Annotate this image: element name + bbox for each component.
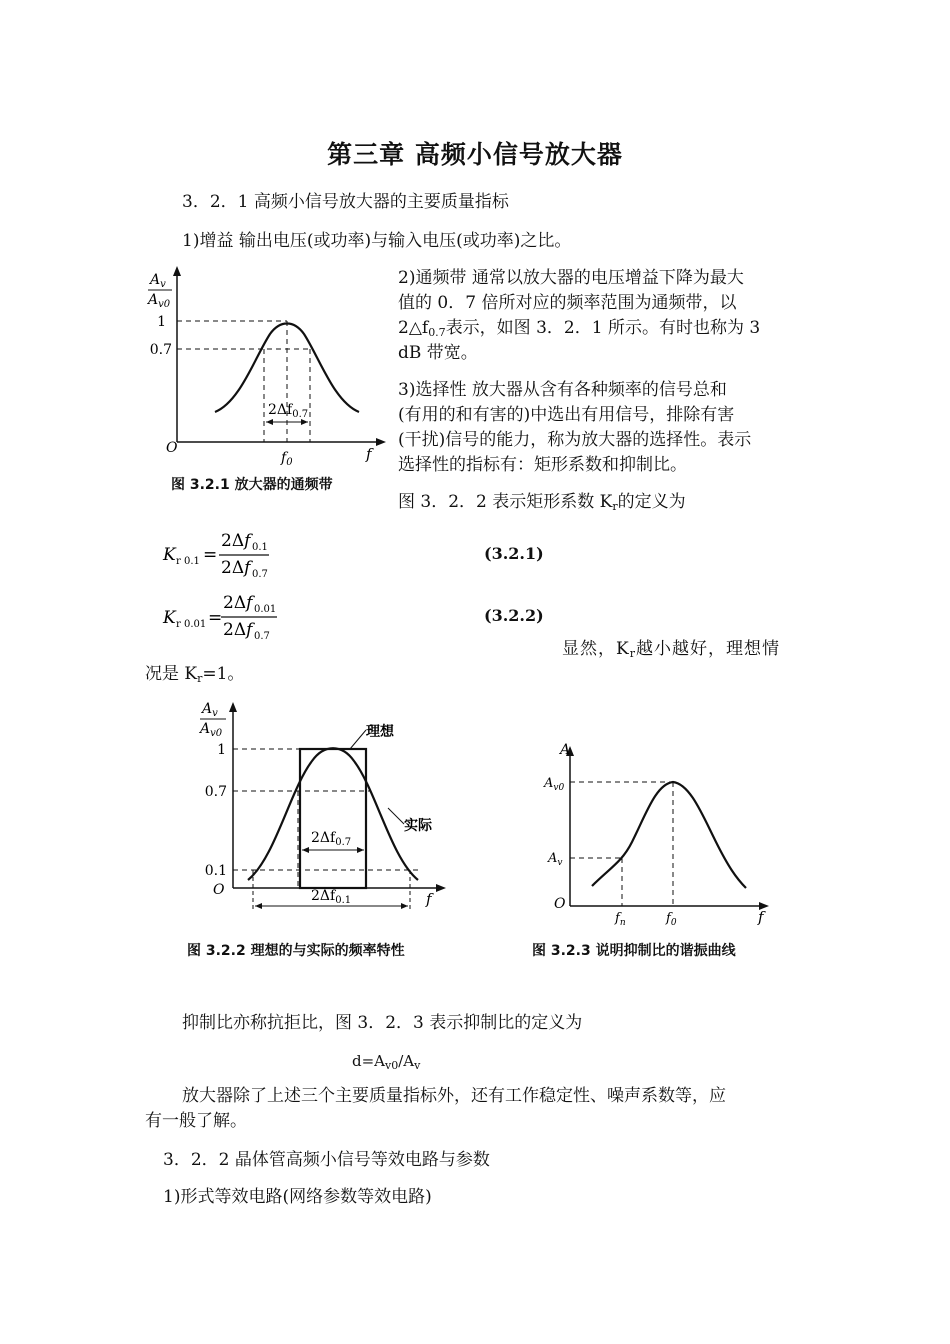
tick-1: 1 (157, 314, 166, 330)
rect-coefficient-definition: 图 3．2．2 表示矩形系数 $K_r$的定义为 (398, 492, 686, 513)
svg-text:0.7: 0.7 (252, 569, 268, 580)
svg-text:0.7: 0.7 (204, 784, 227, 800)
actual-curve (248, 748, 418, 880)
figure-321-caption: 图 3.2.1 放大器的通频带 (171, 477, 333, 493)
page-title: 第三章 高频小信号放大器 (327, 140, 623, 169)
svg-text:2Δf0.7: $2\Delta f_{0.7}$ (311, 830, 352, 848)
selectivity-line-2: (有用的和有害的)中选出有用信号，排除有害 (398, 405, 735, 425)
ideal-rectangle (300, 749, 366, 888)
bandwidth-line-1: 2)通频带 通常以放大器的电压增益下降为最大 (398, 268, 744, 288)
svg-text:O: O (554, 896, 566, 912)
equation-321 (155, 522, 295, 647)
selectivity-line-4: 选择性的指标有：矩形系数和抑制比。 (398, 455, 687, 475)
rejection-formula: $d=A_{v0}/A_v$ (352, 1052, 421, 1072)
svg-text:Av0: $A_{v0}$ (200, 721, 223, 739)
svg-text:A: A (560, 742, 571, 758)
figure-323-caption: 图 3.2.3 说明抑制比的谐振曲线 (532, 943, 736, 959)
ideal-line: 况是 $K_r=1$。 (145, 664, 245, 685)
selectivity-line-3: (干扰)信号的能力，称为放大器的选择性。表示 (398, 430, 752, 450)
obvious-line: 显然，$K_r$越小越好，理想情 (562, 639, 780, 660)
svg-text:2Δf: 2Δf (221, 558, 251, 578)
bandwidth-line-2: 值的 0．7 倍所对应的频率范围为通频带，以 (398, 293, 737, 313)
svg-text:f0: $f_0$ (281, 450, 293, 468)
other-metrics-line-1: 放大器除了上述三个主要质量指标外，还有工作稳定性、噪声系数等，应 (182, 1086, 726, 1106)
svg-text:K: K (163, 608, 176, 628)
formal-equivalent-circuit: 1)形式等效电路(网络参数等效电路) (163, 1187, 432, 1207)
section-heading-322: 3．2．2 晶体管高频小信号等效电路与参数 (163, 1150, 490, 1170)
svg-text:f0: $f_0$ (666, 911, 677, 928)
svg-text:2Δf: 2Δf (221, 531, 251, 551)
svg-text:0.1: 0.1 (204, 863, 227, 879)
svg-text:Av: $A_v$ (150, 272, 166, 290)
section-heading-321: 3．2．1 高频小信号放大器的主要质量指标 (182, 192, 509, 212)
svg-text:2Δf: 2Δf (223, 593, 253, 613)
tick-07: 0.7 (149, 342, 172, 358)
equation-number-321: (3.2.1) (484, 544, 544, 563)
svg-text:Av: $A_v$ (548, 851, 563, 868)
figure-322 (180, 698, 450, 923)
bandwidth-line-4: dB 带宽。 (398, 343, 478, 363)
svg-text:f: f (426, 890, 432, 908)
svg-text:r 0.01: r 0.01 (176, 619, 207, 630)
svg-text:2Δf0.1: $2\Delta f_{0.1}$ (311, 888, 352, 906)
svg-text:2Δf: 2Δf (223, 620, 253, 640)
origin-label: O (166, 440, 178, 456)
svg-text:Av0: $A_{v0}$ (544, 776, 565, 793)
label-actual: 实际 (404, 818, 432, 834)
svg-text:fn: $f_n$ (615, 911, 626, 928)
svg-text:Av0: $A_{v0}$ (148, 292, 171, 310)
svg-text:0.7: 0.7 (254, 631, 270, 642)
svg-text:0.1: 0.1 (252, 542, 268, 553)
svg-text:r 0.1: r 0.1 (176, 556, 200, 567)
gain-paragraph: 1)增益 输出电压(或功率)与输入电压(或功率)之比。 (182, 231, 572, 251)
resonance-curve (592, 782, 746, 888)
figure-323 (540, 738, 780, 928)
svg-text:O: O (213, 882, 225, 898)
svg-text:K: K (163, 545, 176, 565)
svg-text:f: f (758, 908, 764, 926)
figure-321 (140, 262, 390, 492)
svg-text:Av: $A_v$ (202, 701, 218, 719)
svg-text:0.01: 0.01 (254, 604, 277, 615)
svg-text:1: 1 (217, 742, 226, 758)
other-metrics-line-2: 有一般了解。 (145, 1111, 247, 1131)
figure-322-caption: 图 3.2.2 理想的与实际的频率特性 (187, 943, 405, 959)
x-axis-label: f (366, 445, 372, 463)
selectivity-line-1: 3)选择性 放大器从含有各种频率的信号总和 (398, 380, 727, 400)
label-ideal: 理想 (366, 724, 394, 740)
bandwidth-line-3: $2\triangle f_{0.7}$表示，如图 3．2．1 所示。有时也称为 3 (398, 318, 761, 339)
rejection-intro: 抑制比亦称抗拒比，图 3．2．3 表示抑制比的定义为 (182, 1013, 583, 1033)
svg-text:2Δf0.7: $2\Delta f_{0.7}$ (268, 402, 309, 420)
svg-text:=: = (203, 545, 218, 565)
svg-text:=: = (208, 608, 223, 628)
equation-number-322: (3.2.2) (484, 606, 544, 625)
